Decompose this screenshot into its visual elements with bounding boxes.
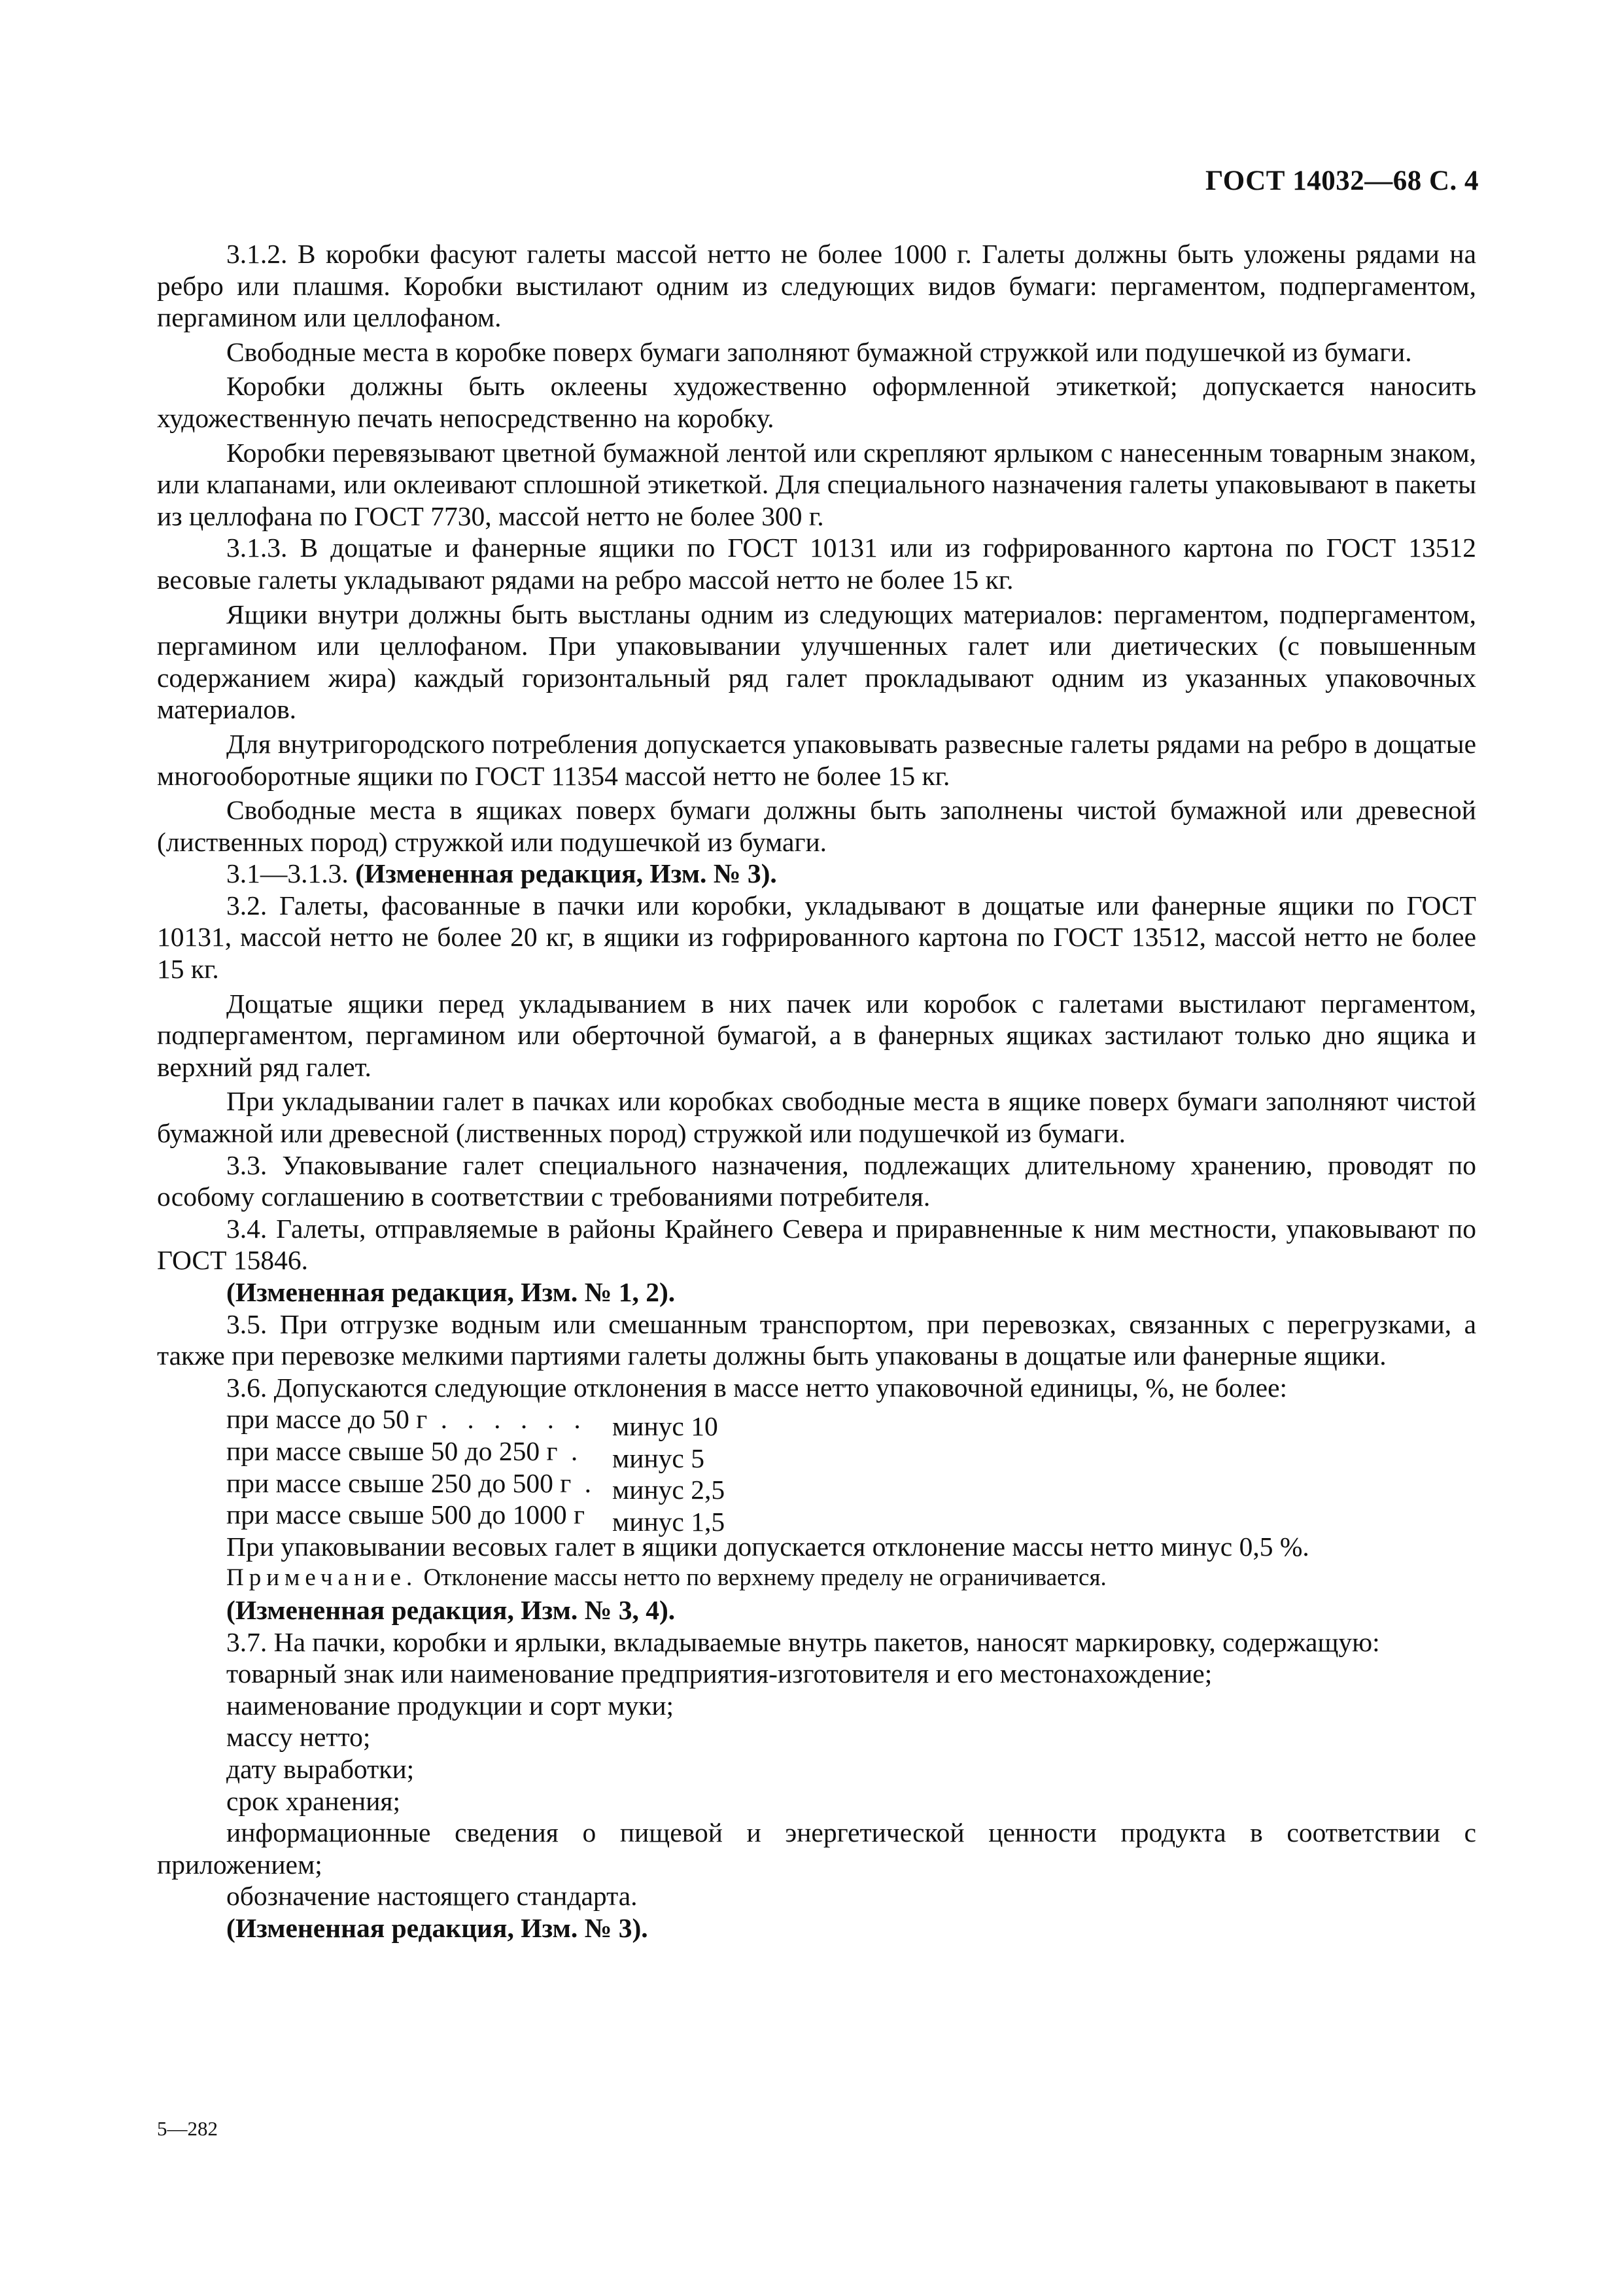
paragraph: 3.3. Упаковывание галет специального назначения, подлежащих длительному хранению, проводят по особому соглашению в соответствии с требованиями потребителя. — [157, 1149, 1476, 1212]
amendment-note: (Измененная редакция, Изм. № 3, 4). — [226, 1594, 676, 1625]
paragraph: Для внутригородского потребления допускается упаковывать развесные галеты рядами на ребро в дощатые многооборотные ящики по ГОСТ 11354 массой нетто не более 15 кг. — [157, 728, 1476, 791]
tolerance-value: минус 10 — [612, 1410, 718, 1441]
list-item: обозначение настоящего стандарта. — [226, 1881, 638, 1912]
paragraph: Коробки перевязывают цветной бумажной лентой или скрепляют ярлыком с нанесенным товарным знаком, или клапанами, или оклеивают сплошной этикеткой. Для специального назначения галеты упаковывают в пакеты из целлофана по ГОСТ 7730, массой нетто не более 300 г. — [157, 437, 1476, 531]
amendment-prefix: 3.1—3.1.3. — [226, 858, 356, 889]
tolerance-list — [157, 1403, 1476, 1537]
tolerance-row — [226, 1435, 1476, 1473]
paragraph: 3.5. При отгрузке водным или смешанным транспортом, при перевозках, связанных с перегрузками, а также при перевозке мелкими партиями галеты должны быть упакованы в дощатые или фанерные ящики. — [157, 1308, 1476, 1371]
paragraph: Коробки должны быть оклеены художественно оформленной этикеткой; допускается наносить художественную печать непосредственно на коробку. — [157, 371, 1476, 433]
paragraph: 3.4. Галеты, отправляемые в районы Крайнего Севера и приравненные к ним местности, упаковывают по ГОСТ 15846. — [157, 1213, 1476, 1276]
paragraph: 3.2. Галеты, фасованные в пачки или коробки, укладывают в дощатые или фанерные ящики по ГОСТ 10131, массой нетто не более 20 кг, в ящики из гофрированного картона по ГОСТ 13512, массой нетто не более 15 кг. — [157, 890, 1476, 985]
paragraph: Свободные места в ящиках поверх бумаги должны быть заполнены чистой бумажной или древесной (лиственных пород) стружкой или подушечкой из бумаги. — [157, 795, 1476, 857]
document-body — [157, 238, 1476, 1944]
list-item: информационные сведения о пищевой и энергетической ценности продукта в соответствии с приложением; — [157, 1817, 1476, 1880]
list-item: срок хранения; — [226, 1785, 401, 1816]
paragraph: При упаковывании весовых галет в ящики допускается отклонение массы нетто минус 0,5 %. — [226, 1531, 1309, 1562]
amendment-text: (Измененная редакция, Изм. № 3). — [355, 858, 777, 889]
list-item: наименование продукции и сорт муки; — [226, 1690, 674, 1721]
tolerance-row — [226, 1499, 1476, 1537]
paragraph: 3.7. На пачки, коробки и ярлыки, вкладываемые внутрь пакетов, наносят маркировку, содержащую: — [226, 1626, 1380, 1657]
tolerance-row — [226, 1403, 1476, 1441]
amendment-note: (Измененная редакция, Изм. № 1, 2). — [226, 1277, 676, 1307]
amendment-note: (Измененная редакция, Изм. № 3). — [226, 1912, 648, 1943]
tolerance-label: при массе свыше 500 до 1000 г . . . — [226, 1499, 599, 1531]
paragraph: Ящики внутри должны быть выстланы одним из следующих материалов: пергаментом, подпергаментом, пергамином или целлофаном. При упаковывании улучшенных галет или диетических (с повышенным содержанием жира) каждый горизонтальный ряд галет прокладывают одним из указанных упаковочных материалов. — [157, 599, 1476, 725]
tolerance-label: при массе до 50 г . . . — [226, 1403, 599, 1435]
list-item: дату выработки; — [226, 1753, 415, 1784]
paragraph: Дощатые ящики перед укладыванием в них пачек или коробок с галетами выстилают пергаментом, подпергаментом, пергамином или оберточной бумагой, а в фанерных ящиках застилают только дно ящика и верхний ряд галет. — [157, 988, 1476, 1082]
note-text: Отклонение массы нетто по верхнему пределу не ограничивается. — [417, 1564, 1107, 1592]
tolerance-value: минус 5 — [612, 1443, 704, 1473]
list-item: массу нетто; — [226, 1722, 371, 1753]
paragraph: 3.1.3. В дощатые и фанерные ящики по ГОСТ 10131 или из гофрированного картона по ГОСТ 13512 весовые галеты укладывают рядами на ребро массой нетто не более 15 кг. — [157, 533, 1476, 595]
paragraph: 3.6. Допускаются следующие отклонения в массе нетто упаковочной единицы, %, не более: — [226, 1372, 1288, 1403]
paragraph: Свободные места в коробке поверх бумаги заполняют бумажной стружкой или подушечкой из бумаги. — [226, 336, 1412, 367]
tolerance-value: минус 1,5 — [612, 1506, 725, 1537]
tolerance-value: минус 2,5 — [612, 1475, 725, 1505]
page-code: 5—282 — [157, 2117, 218, 2140]
tolerance-row — [226, 1467, 1476, 1505]
paragraph: 3.1.2. В коробки фасуют галеты массой нетто не более 1000 г. Галеты должны быть уложены рядами на ребро или плашмя. Коробки выстилают одним из следующих видов бумаги: пергаментом, подпергаментом, пергамином или целлофаном. — [157, 239, 1476, 333]
list-item: товарный знак или наименование предприятия-изготовителя и его местонахождение; — [226, 1658, 1213, 1689]
marking-list — [157, 1658, 1476, 1912]
note-label: Примечание. — [226, 1564, 418, 1592]
note — [157, 1562, 1476, 1594]
tolerance-label: при массе свыше 250 до 500 г . . . — [226, 1467, 599, 1499]
paragraph: При укладывании галет в пачках или коробках свободные места в ящике поверх бумаги заполняют чистой бумажной или древесной (лиственных пород) стружкой или подушечкой из бумаги. — [157, 1086, 1476, 1149]
amendment-note — [157, 858, 1476, 890]
page-header: ГОСТ 14032—68 С. 4 — [1205, 166, 1479, 196]
tolerance-label: при массе свыше 50 до 250 г . . . — [226, 1435, 599, 1467]
